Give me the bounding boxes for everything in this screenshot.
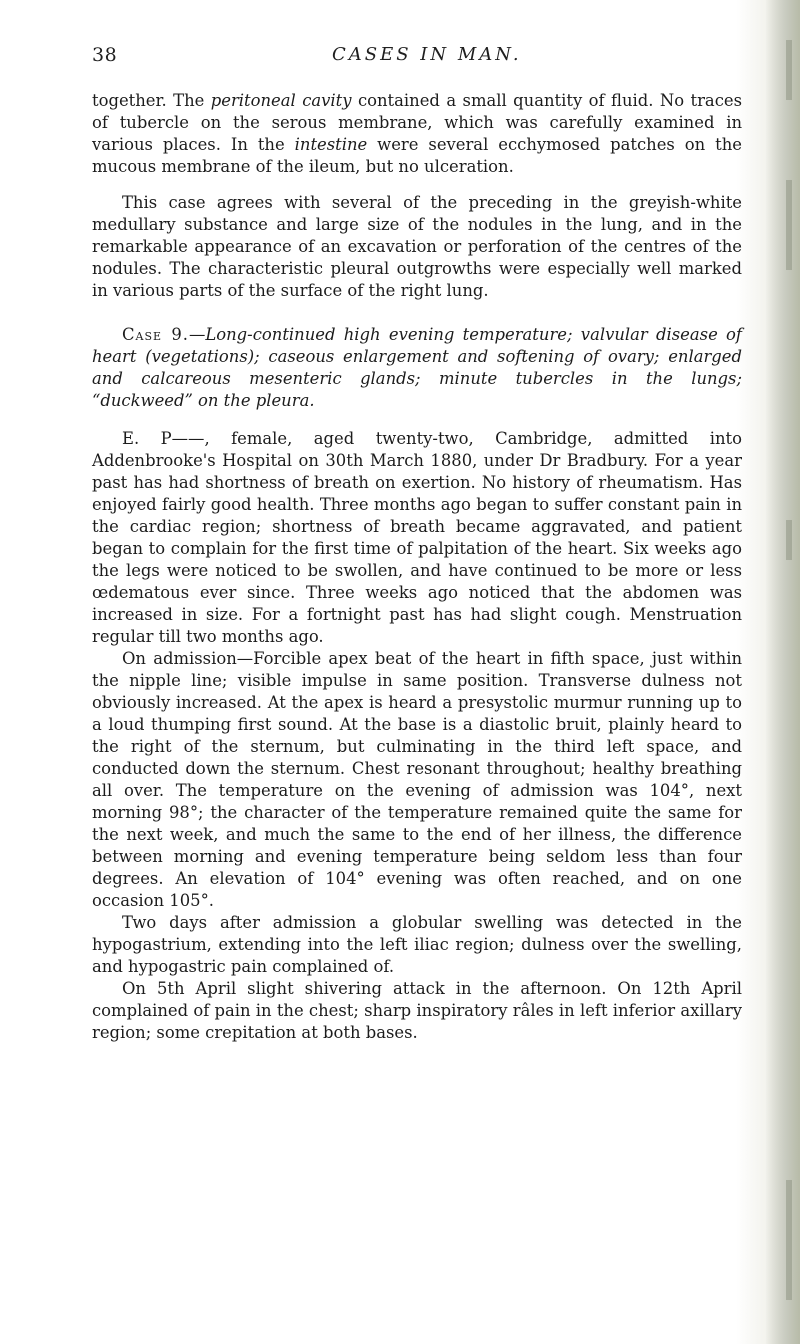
edge-mark [786, 180, 792, 270]
case-title: Long-continued high evening temperature; valvular disease of heart (vegetations); caseous enlargement and softening of ovary; enlarged and calcareous mesenteric glands; minute tubercles in the lungs; “duckweed” on the pleura. [92, 325, 742, 410]
body-text [92, 90, 742, 1044]
page-number: 38 [92, 44, 118, 66]
italic-term: peritoneal cavity [210, 91, 352, 110]
paragraph-patient-history: E. P——, female, aged twenty-two, Cambridge, admitted into Addenbrooke's Hospital on 30th March 1880, under Dr Bradbury. For a year past has had shortness of breath on exertion. No history of rheumatism. Has enjoyed fairly good health. Three months ago began to suffer constant pain in the cardiac region; shortness of breath became aggravated, and patient began to complain for the first time of palpitation of the heart. Six weeks ago the legs were noticed to be swollen, and have continued to be more or less œdematous ever since. Three weeks ago noticed that the abdomen was increased in size. For a fortnight past has had slight cough. Menstruation regular till two months ago. [92, 429, 742, 646]
running-head: CASES IN MAN. [332, 44, 522, 65]
edge-mark [786, 1180, 792, 1300]
edge-mark [786, 520, 792, 560]
paragraph-case-comparison: This case agrees with several of the preceding in the greyish-white medullary substance and large size of the nodules in the lung, and in the remarkable appearance of an excavation or perforation of the centres of the nodules. The characteristic pleural outgrowths were especially well marked in various parts of the surface of the right lung. [92, 193, 742, 300]
page-edge-shadow [766, 0, 800, 1344]
paragraph-peritoneal-findings [92, 90, 742, 178]
case-label: Case 9. [122, 325, 189, 344]
italic-term: intestine [294, 135, 368, 154]
case-dash: — [188, 325, 206, 344]
edge-mark [786, 40, 792, 100]
text-run: were several ecchymosed patches on the mucous membrane of the ileum, but no ulceration. [92, 135, 742, 176]
paragraph-on-admission: On admission—Forcible apex beat of the heart in fifth space, just within the nipple line; visible impulse in same position. Transverse dulness not obviously increased. At the apex is heard a presystolic murmur running up to a loud thumping first sound. At the base is a diastolic bruit, plainly heard to the right of the sternum, but culminating in the third left space, and conducted down the sternum. Chest resonant throughout; healthy breathing all over. The temperature on the evening of admission was 104°, next morning 98°; the character of the temperature remained quite the same for the next week, and much the same to the end of her illness, the difference between morning and evening temperature being seldom less than four degrees. An elevation of 104° evening was often reached, and on one occasion 105°. [92, 649, 742, 910]
text-run: contained a small quantity of fluid. No traces of tubercle on the serous membrane, which was carefully examined in various places. In the [92, 91, 742, 154]
paragraph-swelling: Two days after admission a globular swelling was detected in the hypogastrium, extending into the left iliac region; dulness over the swelling, and hypogastric pain complained of. [92, 913, 742, 976]
case-heading [92, 324, 742, 412]
page-header [92, 44, 732, 70]
text-run: together. The [92, 91, 211, 110]
paragraph-april-events: On 5th April slight shivering attack in the afternoon. On 12th April complained of pain in the chest; sharp inspiratory râles in left inferior axillary region; some crepitation at both bases. [92, 979, 742, 1042]
